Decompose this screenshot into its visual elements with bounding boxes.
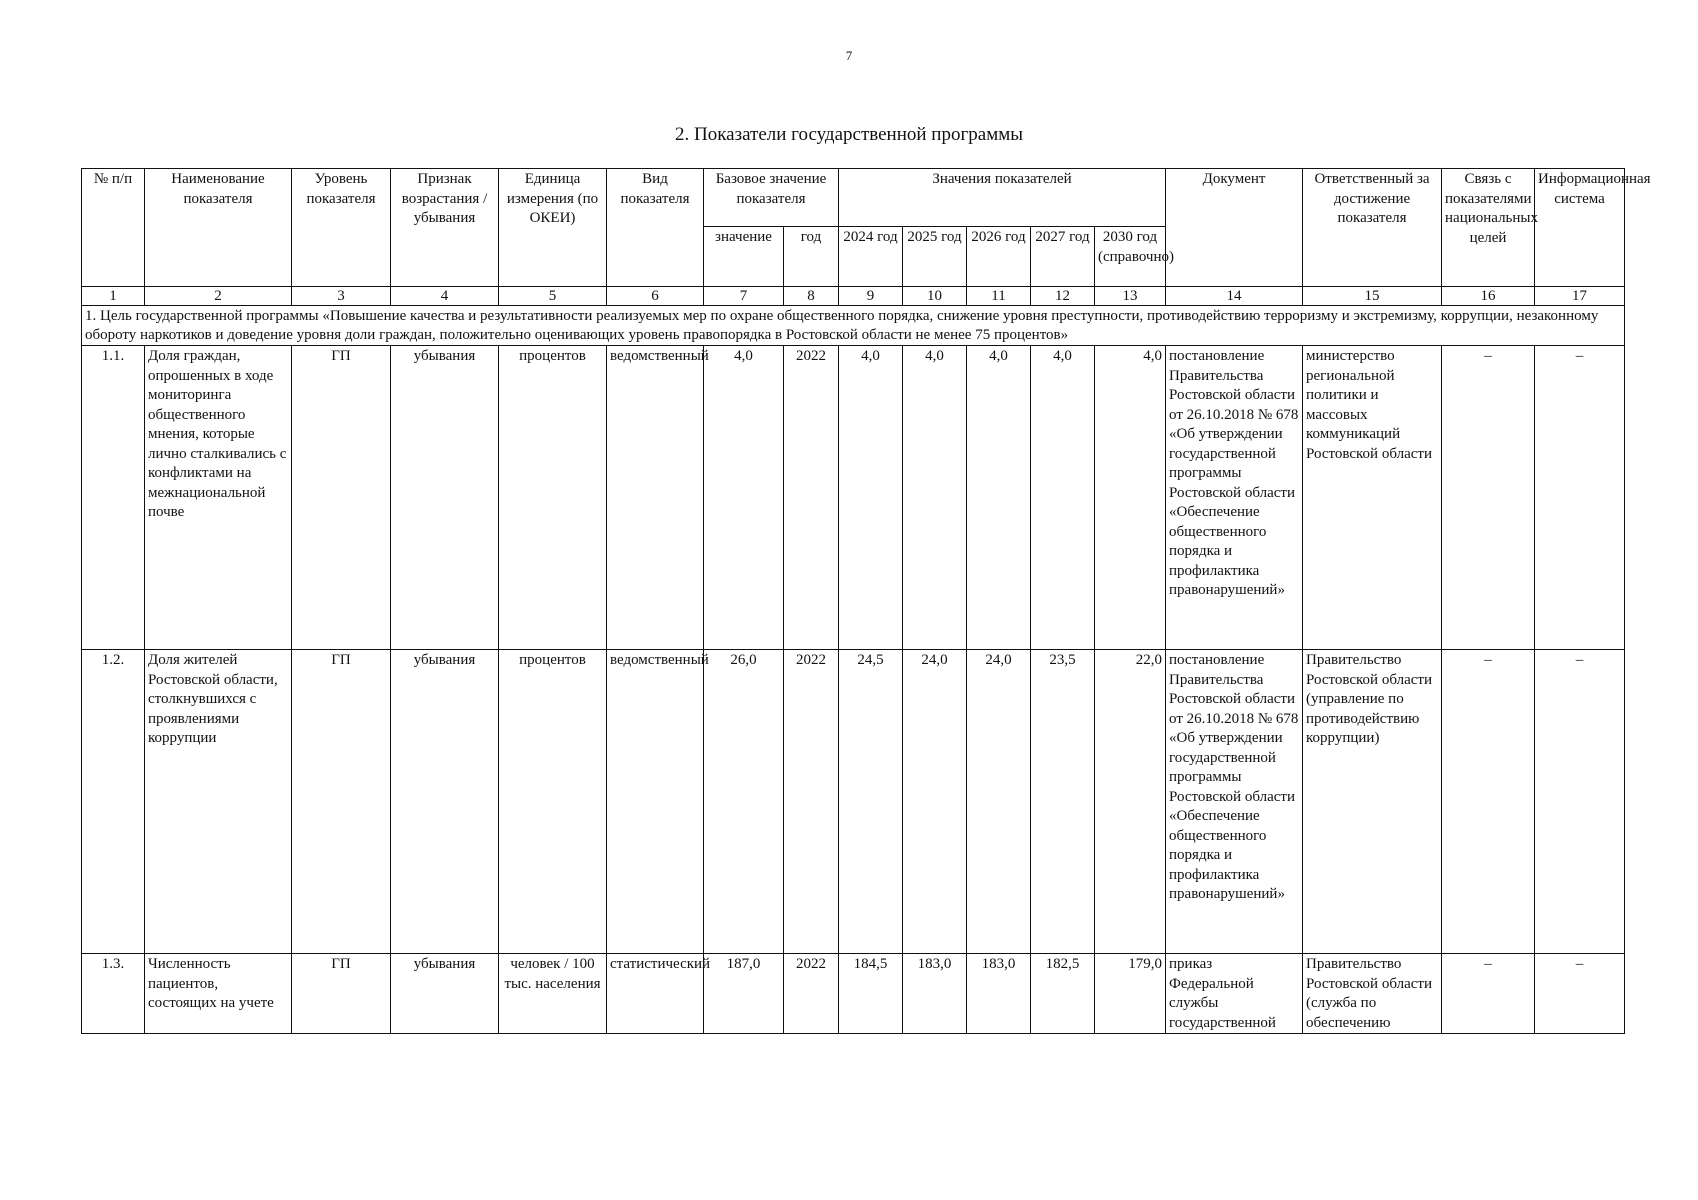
- goal-row: [82, 306, 1625, 346]
- row-value-2026: 4,0: [967, 346, 1031, 650]
- row-info: –: [1535, 954, 1625, 1034]
- header-num: № п/п: [82, 169, 145, 287]
- row-name: Доля жителей Ростовской области, столкнувшихся с проявлениями коррупции: [145, 650, 292, 954]
- row-num: 1.3.: [82, 954, 145, 1034]
- col-number: 16: [1442, 287, 1535, 306]
- col-number: 11: [967, 287, 1031, 306]
- row-link: –: [1442, 954, 1535, 1034]
- col-number: 7: [704, 287, 784, 306]
- row-value-2027: 23,5: [1031, 650, 1095, 954]
- row-value-2026: 24,0: [967, 650, 1031, 954]
- col-number: 3: [292, 287, 391, 306]
- row-value-2025: 4,0: [903, 346, 967, 650]
- header-2024: 2024 год: [839, 227, 903, 287]
- col-number: 8: [784, 287, 839, 306]
- header-name: Наименование показателя: [145, 169, 292, 287]
- col-number: 5: [499, 287, 607, 306]
- table-row: [82, 954, 1625, 1034]
- column-number-row: [82, 287, 1625, 306]
- row-name: Численность пациентов, состоящих на учете: [145, 954, 292, 1034]
- row-unit: процентов: [499, 346, 607, 650]
- row-unit: человек / 100 тыс. населения: [499, 954, 607, 1034]
- row-base-year: 2022: [784, 954, 839, 1034]
- header-2026: 2026 год: [967, 227, 1031, 287]
- row-trend: убывания: [391, 346, 499, 650]
- header-type: Вид показателя: [607, 169, 704, 287]
- col-number: 15: [1303, 287, 1442, 306]
- row-document: приказ Федеральной службы государственной: [1166, 954, 1303, 1034]
- row-level: ГП: [292, 954, 391, 1034]
- row-link: –: [1442, 346, 1535, 650]
- header-2025: 2025 год: [903, 227, 967, 287]
- row-value-2030: 4,0: [1095, 346, 1166, 650]
- row-trend: убывания: [391, 954, 499, 1034]
- col-number: 4: [391, 287, 499, 306]
- col-number: 14: [1166, 287, 1303, 306]
- col-number: 13: [1095, 287, 1166, 306]
- table-row: [82, 650, 1625, 954]
- header-document: Документ: [1166, 169, 1303, 287]
- header-row-1: [82, 169, 1625, 227]
- col-number: 1: [82, 287, 145, 306]
- col-number: 6: [607, 287, 704, 306]
- row-type: статистический: [607, 954, 704, 1034]
- row-value-2024: 24,5: [839, 650, 903, 954]
- row-unit: процентов: [499, 650, 607, 954]
- row-base-value: 187,0: [704, 954, 784, 1034]
- header-base-value: значение: [704, 227, 784, 287]
- row-value-2030: 179,0: [1095, 954, 1166, 1034]
- row-name: Доля граждан, опрошенных в ходе мониторинга общественного мнения, которые лично сталкивались с конфликтами на межнациональной почве: [145, 346, 292, 650]
- row-value-2024: 184,5: [839, 954, 903, 1034]
- col-number: 10: [903, 287, 967, 306]
- row-base-value: 4,0: [704, 346, 784, 650]
- row-value-2027: 4,0: [1031, 346, 1095, 650]
- col-number: 2: [145, 287, 292, 306]
- row-type: ведомственный: [607, 346, 704, 650]
- header-base-year: год: [784, 227, 839, 287]
- row-document: постановление Правительства Ростовской области от 26.10.2018 № 678 «Об утверждении государственной программы Ростовской области «Обеспечение общественного порядка и профилактика правонарушений»: [1166, 346, 1303, 650]
- row-link: –: [1442, 650, 1535, 954]
- col-number: 12: [1031, 287, 1095, 306]
- header-unit: Единица измерения (по ОКЕИ): [499, 169, 607, 287]
- row-responsible: министерство региональной политики и массовых коммуникаций Ростовской области: [1303, 346, 1442, 650]
- col-number: 17: [1535, 287, 1625, 306]
- row-level: ГП: [292, 346, 391, 650]
- header-2030: 2030 год (справочно): [1095, 227, 1166, 287]
- row-value-2026: 183,0: [967, 954, 1031, 1034]
- page-number: 7: [845, 48, 853, 63]
- row-responsible: Правительство Ростовской области (управление по противодействию коррупции): [1303, 650, 1442, 954]
- header-base: Базовое значение показателя: [704, 169, 839, 227]
- row-base-year: 2022: [784, 346, 839, 650]
- row-responsible: Правительство Ростовской области (служба по обеспечению: [1303, 954, 1442, 1034]
- row-trend: убывания: [391, 650, 499, 954]
- row-value-2025: 24,0: [903, 650, 967, 954]
- table-row: [82, 346, 1625, 650]
- row-num: 1.1.: [82, 346, 145, 650]
- row-value-2025: 183,0: [903, 954, 967, 1034]
- header-link: Связь с показателями национальных целей: [1442, 169, 1535, 287]
- header-trend: Признак возрастания / убывания: [391, 169, 499, 287]
- row-value-2024: 4,0: [839, 346, 903, 650]
- header-level: Уровень показателя: [292, 169, 391, 287]
- row-level: ГП: [292, 650, 391, 954]
- row-value-2030: 22,0: [1095, 650, 1166, 954]
- row-base-value: 26,0: [704, 650, 784, 954]
- header-2027: 2027 год: [1031, 227, 1095, 287]
- goal-text: 1. Цель государственной программы «Повышение качества и результативности реализуемых мер по охране общественного порядка, снижение уровня преступности, противодействию терроризму и экстремизму, коррупции, незаконному обороту наркотиков и доведение уровня доли граждан, положительно оценивающих уровень правопорядка в Ростовской области не менее 75 процентов»: [82, 306, 1625, 346]
- row-document: постановление Правительства Ростовской области от 26.10.2018 № 678 «Об утверждении государственной программы Ростовской области «Обеспечение общественного порядка и профилактика правонарушений»: [1166, 650, 1303, 954]
- header-responsible: Ответственный за достижение показателя: [1303, 169, 1442, 287]
- col-number: 9: [839, 287, 903, 306]
- indicators-table: [81, 168, 1651, 1034]
- row-num: 1.2.: [82, 650, 145, 954]
- row-base-year: 2022: [784, 650, 839, 954]
- row-info: –: [1535, 650, 1625, 954]
- row-type: ведомственный: [607, 650, 704, 954]
- header-values: Значения показателей: [839, 169, 1166, 227]
- document-title: 2. Показатели государственной программы: [674, 124, 1024, 145]
- header-info: Информационная система: [1535, 169, 1625, 287]
- row-info: –: [1535, 346, 1625, 650]
- row-value-2027: 182,5: [1031, 954, 1095, 1034]
